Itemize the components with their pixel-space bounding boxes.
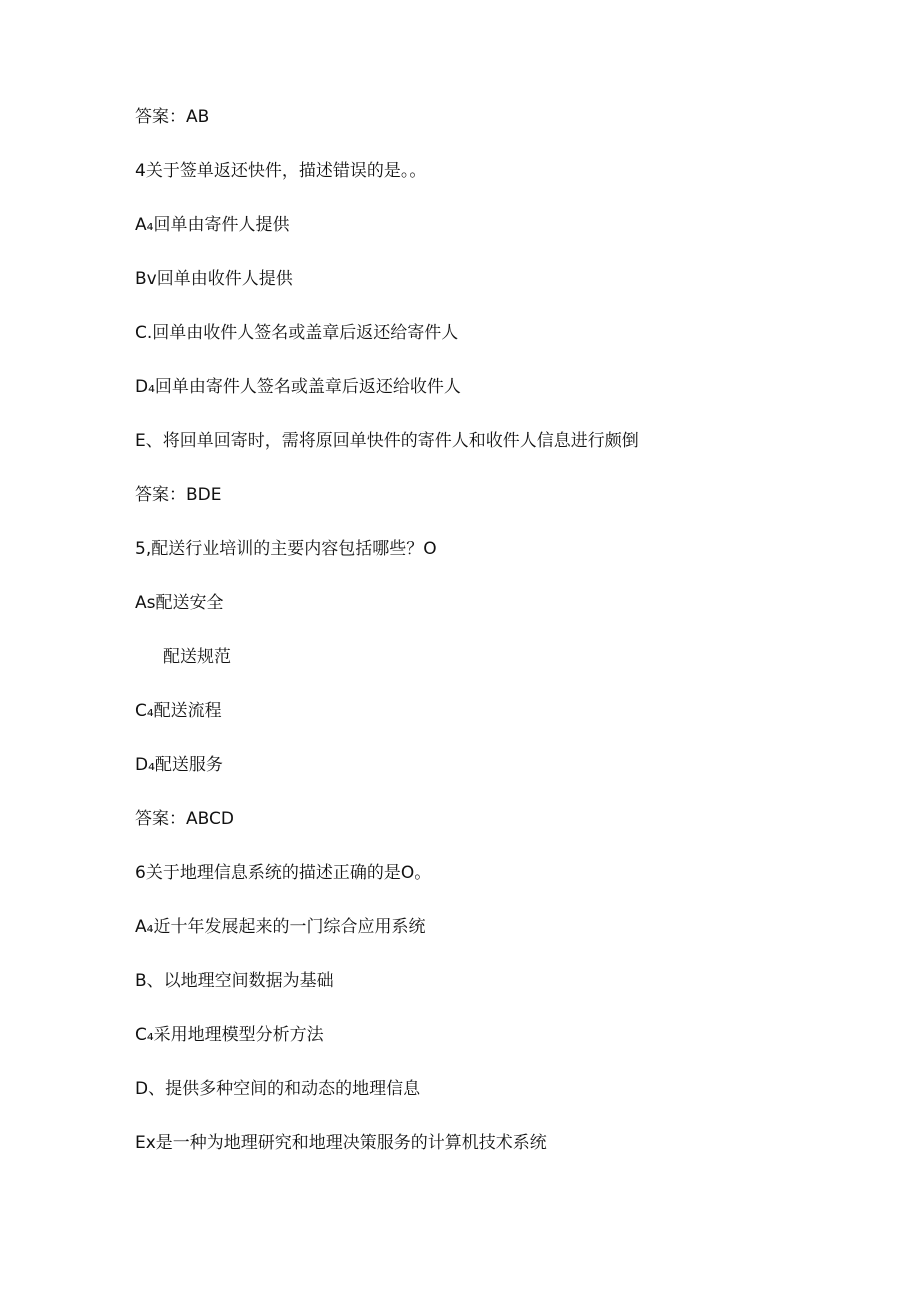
option-line: C₄采用地理模型分析方法 [135,1025,324,1045]
question-5: 5,配送行业培训的主要内容包括哪些？O [135,539,437,559]
option-line: Ex是一种为地理研究和地理决策服务的计算机技术系统 [135,1133,547,1153]
option-line: C₄配送流程 [135,701,222,721]
answer-line: 答案：ABCD [135,809,234,829]
option-line: D₄回单由寄件人签名或盖章后返还给收件人 [135,377,461,397]
option-line: E、将回单回寄时，需将原回单快件的寄件人和收件人信息进行颇倒 [135,431,639,451]
option-line: A₄回单由寄件人提供 [135,215,290,235]
option-line: 配送规范 [163,647,231,667]
option-line: B、以地理空间数据为基础 [135,971,334,991]
question-4: 4关于签单返还快件，描述错误的是。。 [135,161,427,181]
option-line: Bv回单由收件人提供 [135,269,293,289]
option-line: A₄近十年发展起来的一门综合应用系统 [135,917,426,937]
question-6: 6关于地理信息系统的描述正确的是O。 [135,863,432,883]
option-line: D、提供多种空间的和动态的地理信息 [135,1079,421,1099]
option-line: D₄配送服务 [135,755,223,775]
answer-line: 答案：BDE [135,485,222,505]
option-line: As配送安全 [135,593,224,613]
answer-line: 答案：AB [135,107,210,127]
option-line: C.回单由收件人签名或盖章后返还给寄件人 [135,323,459,343]
